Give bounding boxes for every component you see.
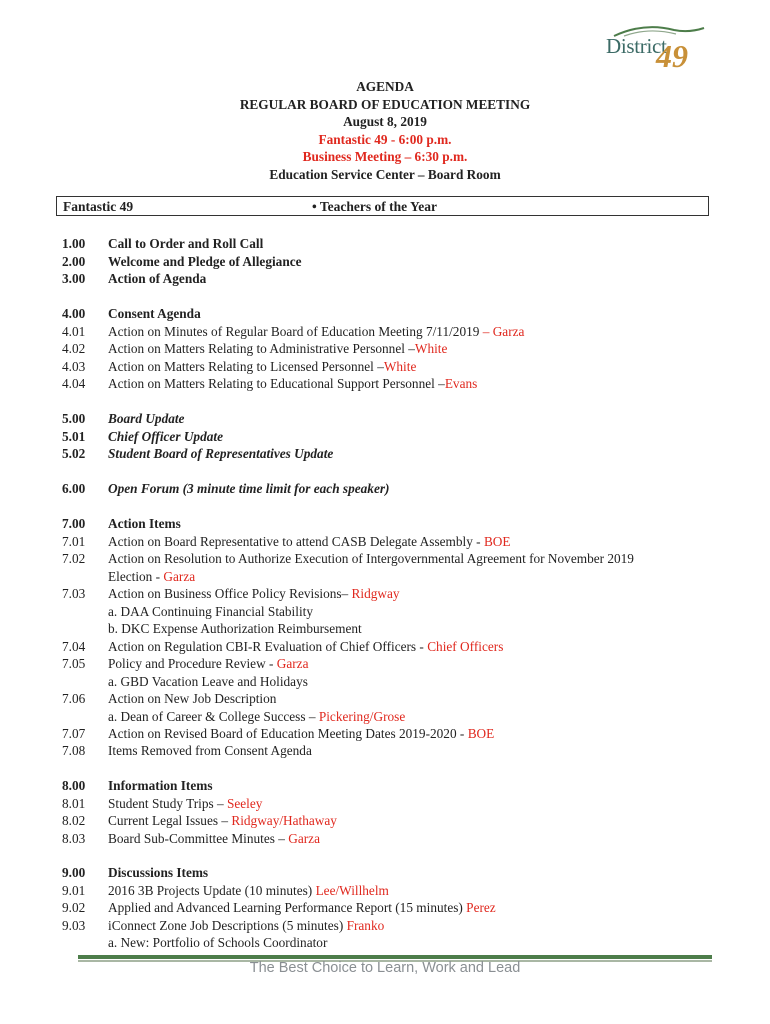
item-text: Open Forum (3 minute time limit for each speaker) bbox=[108, 481, 390, 496]
item-number: 8.02 bbox=[62, 813, 86, 828]
header-meeting-title: REGULAR BOARD OF EDUCATION MEETING bbox=[239, 96, 531, 112]
item-text: Action on Regulation CBI-R Evaluation of Chief Officers - Chief Officers bbox=[108, 639, 504, 654]
item-number: 4.03 bbox=[62, 359, 86, 374]
item-text: Action on Business Office Policy Revisions– Ridgway bbox=[108, 586, 400, 601]
item-text: Information Items bbox=[108, 778, 213, 793]
header-agenda: AGENDA bbox=[356, 79, 414, 94]
item-presenter: Garza bbox=[276, 656, 309, 671]
item-text: Action on New Job Description bbox=[108, 691, 277, 706]
item-presenter: White bbox=[383, 359, 417, 374]
district-49-logo bbox=[604, 24, 708, 74]
item-text: Welcome and Pledge of Allegiance bbox=[108, 254, 302, 269]
item-number: 8.00 bbox=[62, 778, 86, 793]
item-number: 9.02 bbox=[62, 900, 86, 915]
item-number: 7.00 bbox=[62, 516, 86, 531]
item-presenter: Perez bbox=[466, 900, 496, 915]
item-text: Student Study Trips – Seeley bbox=[108, 796, 263, 811]
item-number: 7.05 bbox=[62, 656, 86, 671]
header-date: August 8, 2019 bbox=[343, 114, 427, 129]
item-text: Action on Matters Relating to Administrative Personnel –White bbox=[108, 341, 448, 356]
footer-tagline: The Best Choice to Learn, Work and Lead bbox=[249, 960, 521, 976]
item-number: 9.00 bbox=[62, 865, 86, 880]
item-presenter: Evans bbox=[444, 376, 478, 391]
item-number: 9.03 bbox=[62, 918, 86, 933]
item-text: Applied and Advanced Learning Performance Report (15 minutes) Perez bbox=[108, 900, 496, 915]
item-number: 7.03 bbox=[62, 586, 86, 601]
item-number: 7.01 bbox=[62, 534, 86, 549]
item-text: Action on Minutes of Regular Board of Education Meeting 7/11/2019 – Garza bbox=[108, 324, 525, 339]
item-number: 7.04 bbox=[62, 639, 86, 654]
item-number: 9.01 bbox=[62, 883, 86, 898]
item-text: b. DKC Expense Authorization Reimbursement bbox=[108, 621, 362, 636]
item-text: Policy and Procedure Review - Garza bbox=[108, 656, 309, 671]
item-text: Election - Garza bbox=[108, 569, 196, 584]
item-presenter: Garza bbox=[288, 831, 320, 846]
item-text: Action on Matters Relating to Licensed Personnel –White bbox=[108, 359, 417, 374]
logo-word: District bbox=[606, 34, 667, 58]
item-text: Action on Matters Relating to Educational Support Personnel –Evans bbox=[108, 376, 478, 391]
box-left-label: Fantastic 49 bbox=[63, 199, 134, 214]
item-presenter: Franko bbox=[346, 918, 385, 933]
item-presenter: – Garza bbox=[482, 324, 525, 339]
item-number: 4.04 bbox=[62, 376, 86, 391]
item-text: Action on Revised Board of Education Meeting Dates 2019-2020 - BOE bbox=[108, 726, 495, 741]
item-number: 5.00 bbox=[62, 411, 86, 426]
item-number: 1.00 bbox=[62, 236, 86, 251]
item-text: Consent Agenda bbox=[108, 306, 201, 321]
item-presenter: White bbox=[414, 341, 448, 356]
item-presenter: Seeley bbox=[226, 796, 263, 811]
item-text: iConnect Zone Job Descriptions (5 minutes) Franko bbox=[108, 918, 385, 933]
item-text: Current Legal Issues – Ridgway/Hathaway bbox=[108, 813, 337, 828]
item-text: Action on Board Representative to attend CASB Delegate Assembly - BOE bbox=[108, 534, 511, 549]
item-text: Discussions Items bbox=[108, 865, 209, 880]
item-presenter: Ridgway/Hathaway bbox=[231, 813, 337, 828]
item-text: Action of Agenda bbox=[108, 271, 207, 286]
item-text: Items Removed from Consent Agenda bbox=[108, 743, 312, 758]
item-text: a. GBD Vacation Leave and Holidays bbox=[108, 674, 308, 689]
item-text: Chief Officer Update bbox=[108, 429, 223, 444]
header-fantastic-time: Fantastic 49 - 6:00 p.m. bbox=[318, 131, 452, 147]
footer-divider bbox=[78, 955, 712, 959]
item-number: 3.00 bbox=[62, 271, 86, 286]
item-text: a. Dean of Career & College Success – Pickering/Grose bbox=[108, 709, 406, 724]
item-text: Action Items bbox=[108, 516, 181, 531]
item-number: 5.01 bbox=[62, 429, 86, 444]
item-text: Student Board of Representatives Update bbox=[108, 446, 334, 461]
item-number: 2.00 bbox=[62, 254, 86, 269]
fantastic-49-box bbox=[56, 196, 709, 216]
item-presenter: Pickering/Grose bbox=[318, 709, 406, 724]
item-number: 8.01 bbox=[62, 796, 86, 811]
item-number: 4.01 bbox=[62, 324, 86, 339]
item-text: Call to Order and Roll Call bbox=[108, 236, 264, 251]
agenda-header bbox=[0, 78, 770, 183]
item-number: 4.00 bbox=[62, 306, 86, 321]
logo-number: 49 bbox=[656, 38, 688, 74]
item-number: 7.06 bbox=[62, 691, 86, 706]
item-text: Board Sub-Committee Minutes – Garza bbox=[108, 831, 320, 846]
item-presenter: Lee/Willhelm bbox=[315, 883, 389, 898]
item-presenter: BOE bbox=[467, 726, 495, 741]
header-business-time: Business Meeting – 6:30 p.m. bbox=[302, 149, 468, 164]
item-text: Board Update bbox=[108, 411, 185, 426]
item-number: 7.02 bbox=[62, 551, 86, 566]
item-text: a. DAA Continuing Financial Stability bbox=[108, 604, 313, 619]
item-text: Action on Resolution to Authorize Execution of Intergovernmental Agreement for November 2019 bbox=[108, 551, 634, 566]
item-number: 7.07 bbox=[62, 726, 86, 741]
item-presenter: Chief Officers bbox=[427, 639, 504, 654]
item-number: 8.03 bbox=[62, 831, 86, 846]
item-text: a. New: Portfolio of Schools Coordinator bbox=[108, 935, 328, 950]
item-number: 4.02 bbox=[62, 341, 86, 356]
box-right-label: • Teachers of the Year bbox=[312, 199, 437, 214]
item-presenter: Garza bbox=[163, 569, 196, 584]
item-presenter: Ridgway bbox=[351, 586, 400, 601]
item-number: 7.08 bbox=[62, 743, 86, 758]
item-text: 2016 3B Projects Update (10 minutes) Lee/Willhelm bbox=[108, 883, 389, 898]
item-number: 5.02 bbox=[62, 446, 86, 461]
item-presenter: BOE bbox=[483, 534, 511, 549]
header-location: Education Service Center – Board Room bbox=[269, 166, 501, 182]
item-number: 6.00 bbox=[62, 481, 86, 496]
